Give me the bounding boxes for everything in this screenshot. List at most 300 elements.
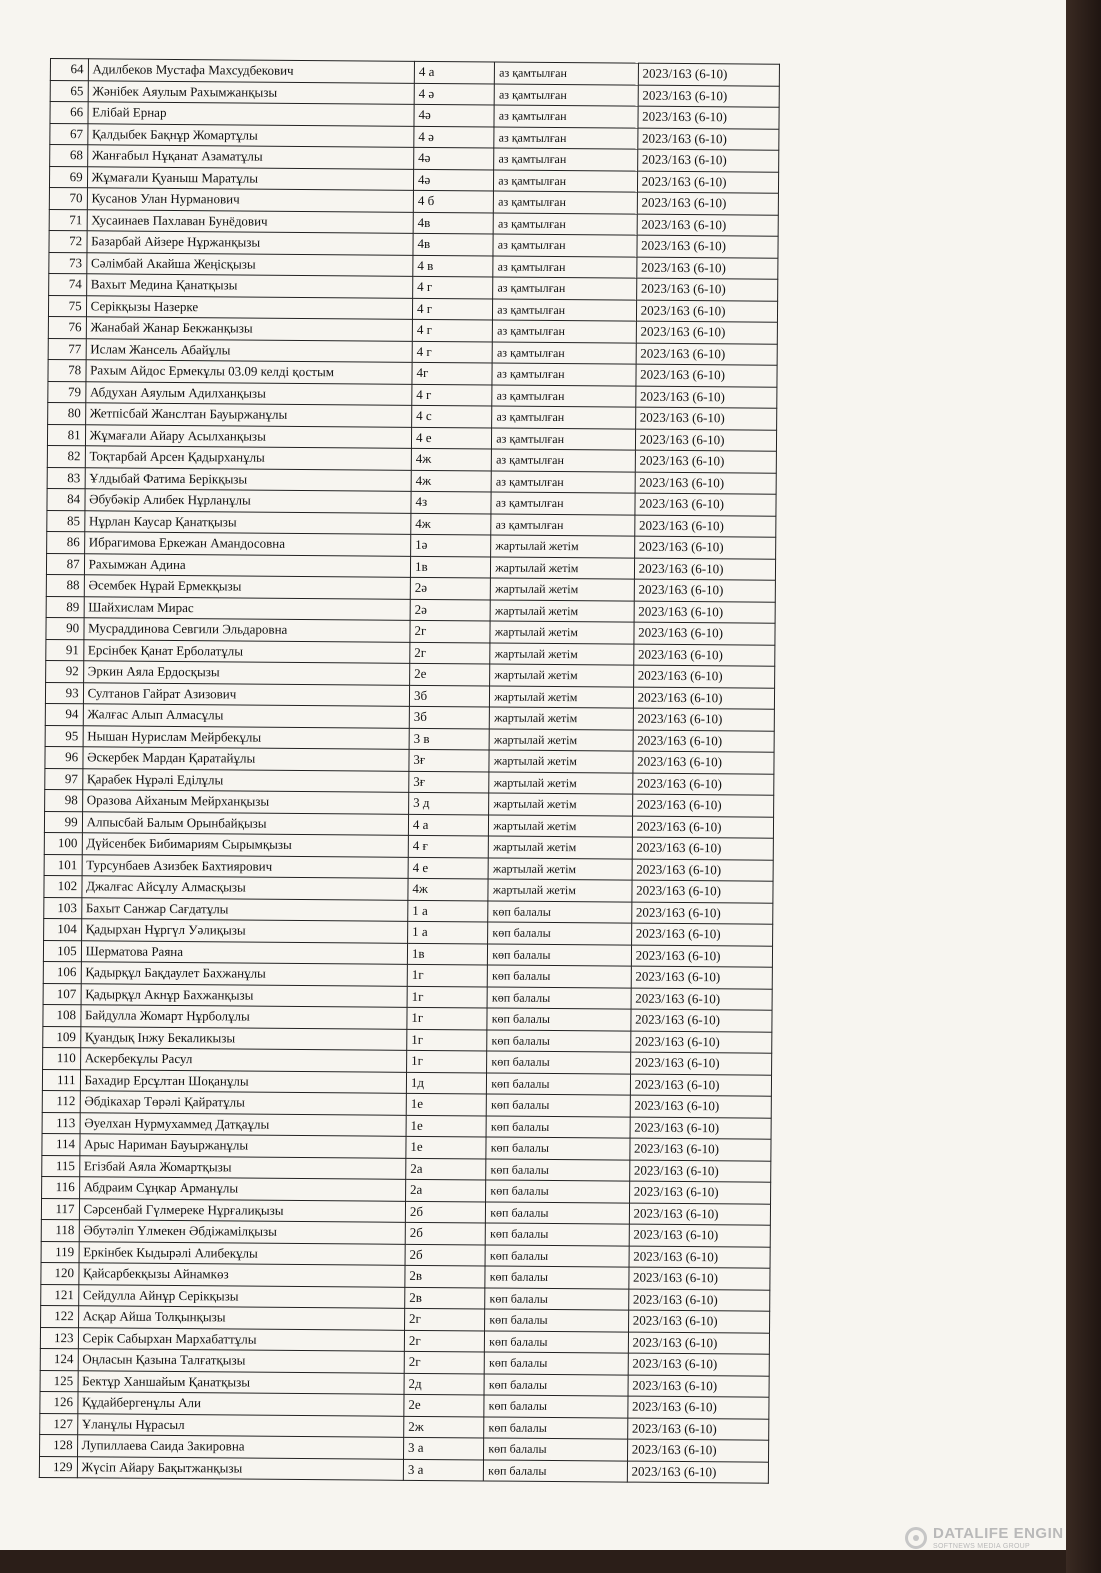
row-number: 80 bbox=[48, 402, 86, 424]
order-ref-cell: 2023/163 (6-10) bbox=[633, 708, 775, 731]
row-number: 78 bbox=[48, 359, 86, 381]
student-name: Джалғас Айсұлу Алмасқызы bbox=[82, 876, 409, 900]
order-ref-cell: 2023/163 (6-10) bbox=[635, 450, 777, 473]
order-ref-cell: 2023/163 (6-10) bbox=[636, 257, 778, 280]
watermark-logo-icon bbox=[905, 1527, 927, 1549]
category-cell: көп балалы bbox=[486, 1115, 630, 1138]
order-ref-cell: 2023/163 (6-10) bbox=[634, 558, 776, 581]
class-cell: 3 в bbox=[409, 728, 489, 750]
order-ref-cell: 2023/163 (6-10) bbox=[637, 171, 779, 194]
row-number: 89 bbox=[46, 596, 84, 618]
category-cell: аз қамтылған bbox=[492, 449, 636, 472]
class-cell: 4ж bbox=[408, 878, 488, 900]
order-ref-cell: 2023/163 (6-10) bbox=[634, 515, 776, 538]
order-ref-cell: 2023/163 (6-10) bbox=[636, 300, 778, 323]
category-cell: жартылай жетім bbox=[490, 621, 634, 644]
student-name: Елібай Ернар bbox=[88, 102, 415, 126]
order-ref-cell: 2023/163 (6-10) bbox=[631, 1009, 773, 1032]
order-ref-cell: 2023/163 (6-10) bbox=[635, 493, 777, 516]
category-cell: көп балалы bbox=[487, 1008, 631, 1031]
watermark bbox=[905, 1526, 1064, 1550]
student-name: Лупиллаева Саида Закировна bbox=[77, 1435, 404, 1459]
category-cell: аз қамтылған bbox=[493, 320, 637, 343]
student-name: Қадырқұл Бақдаулет Бахжанұлы bbox=[81, 962, 408, 986]
row-number: 85 bbox=[47, 510, 85, 532]
class-cell: 3ғ bbox=[409, 771, 489, 793]
student-name: Эркин Аяла Ердосқызы bbox=[83, 661, 410, 685]
student-name: Нұрлан Каусар Қанатқызы bbox=[84, 510, 411, 534]
class-cell: 2а bbox=[406, 1179, 486, 1201]
row-number: 90 bbox=[46, 617, 84, 639]
order-ref-cell: 2023/163 (6-10) bbox=[628, 1375, 770, 1398]
class-cell: 1е bbox=[406, 1093, 486, 1115]
order-ref-cell: 2023/163 (6-10) bbox=[632, 794, 774, 817]
watermark-text bbox=[933, 1526, 1064, 1550]
row-number: 93 bbox=[45, 682, 83, 704]
category-cell: аз қамтылған bbox=[492, 341, 636, 364]
order-ref-cell: 2023/163 (6-10) bbox=[638, 63, 780, 86]
student-name: Серікқызы Назерке bbox=[86, 295, 413, 319]
category-cell: көп балалы bbox=[485, 1309, 629, 1332]
student-name: Әуелхан Нурмухаммед Датқаұлы bbox=[80, 1112, 407, 1136]
class-cell: 3 а bbox=[403, 1459, 483, 1481]
student-name: Бахыт Санжар Сағдатұлы bbox=[81, 897, 408, 921]
row-number: 74 bbox=[49, 273, 87, 295]
category-cell: жартылай жетім bbox=[491, 556, 635, 579]
class-cell: 4 г bbox=[412, 319, 492, 341]
category-cell: көп балалы bbox=[486, 1180, 630, 1203]
student-name: Қалдыбек Бақнұр Жомартұлы bbox=[87, 123, 414, 147]
row-number: 92 bbox=[46, 660, 84, 682]
student-name: Тоқтарбай Арсен Қадырханұлы bbox=[85, 446, 412, 470]
order-ref-cell: 2023/163 (6-10) bbox=[627, 1396, 769, 1419]
category-cell: аз қамтылған bbox=[494, 83, 638, 106]
student-name: Жанабай Жанар Бекжанқызы bbox=[86, 317, 413, 341]
row-number: 96 bbox=[45, 746, 83, 768]
category-cell: жартылай жетім bbox=[489, 836, 633, 859]
order-ref-cell: 2023/163 (6-10) bbox=[628, 1310, 770, 1333]
student-name: Сәлімбай Акайша Жеңісқызы bbox=[86, 252, 413, 276]
class-cell: 1г bbox=[407, 1029, 487, 1051]
category-cell: көп балалы bbox=[484, 1395, 628, 1418]
order-ref-cell: 2023/163 (6-10) bbox=[632, 837, 774, 860]
student-name: Оразова Айханым Мейрханқызы bbox=[82, 790, 409, 814]
row-number: 110 bbox=[43, 1047, 81, 1069]
category-cell: жартылай жетім bbox=[490, 685, 634, 708]
class-cell: 1е bbox=[406, 1115, 486, 1137]
row-number: 114 bbox=[42, 1133, 80, 1155]
order-ref-cell: 2023/163 (6-10) bbox=[630, 1138, 772, 1161]
student-name: Әсембек Нұрай Ермекқызы bbox=[84, 575, 411, 599]
student-name: Асқар Айша Толқынқызы bbox=[78, 1306, 405, 1330]
row-number: 64 bbox=[50, 59, 88, 81]
row-number: 77 bbox=[48, 338, 86, 360]
class-cell: 2а bbox=[406, 1158, 486, 1180]
student-name: Турсунбаев Азизбек Бахтиярович bbox=[82, 854, 409, 878]
order-ref-cell: 2023/163 (6-10) bbox=[627, 1439, 769, 1462]
row-number: 94 bbox=[45, 703, 83, 725]
row-number: 116 bbox=[42, 1176, 80, 1198]
order-ref-cell: 2023/163 (6-10) bbox=[629, 1181, 771, 1204]
row-number: 128 bbox=[40, 1434, 78, 1456]
row-number: 108 bbox=[43, 1004, 81, 1026]
order-ref-cell: 2023/163 (6-10) bbox=[633, 665, 775, 688]
order-ref-cell: 2023/163 (6-10) bbox=[638, 85, 780, 108]
student-name: Сейдулла Айнұр Серікқызы bbox=[78, 1284, 405, 1308]
class-cell: 4 б bbox=[413, 190, 493, 212]
order-ref-cell: 2023/163 (6-10) bbox=[630, 1117, 772, 1140]
category-cell: жартылай жетім bbox=[490, 599, 634, 622]
category-cell: жартылай жетім bbox=[489, 814, 633, 837]
category-cell: аз қамтылған bbox=[492, 384, 636, 407]
order-ref-cell: 2023/163 (6-10) bbox=[633, 687, 775, 710]
watermark-title: DATALIFE ENGIN bbox=[933, 1525, 1064, 1542]
student-name: Байдулла Жомарт Нұрболұлы bbox=[81, 1005, 408, 1029]
row-number: 103 bbox=[44, 897, 82, 919]
student-name: Оңласын Қазына Талғатқызы bbox=[78, 1349, 405, 1373]
order-ref-cell: 2023/163 (6-10) bbox=[628, 1353, 770, 1376]
category-cell: көп балалы bbox=[488, 943, 632, 966]
class-cell: 2г bbox=[404, 1330, 484, 1352]
student-name: Бектұр Ханшайым Қанатқызы bbox=[78, 1370, 405, 1394]
class-cell: 2д bbox=[404, 1373, 484, 1395]
student-name: Жұмағали Қуаныш Маратұлы bbox=[87, 166, 414, 190]
order-ref-cell: 2023/163 (6-10) bbox=[629, 1160, 771, 1183]
class-cell: 1г bbox=[407, 1007, 487, 1029]
student-name: Рахымжан Адина bbox=[84, 553, 411, 577]
order-ref-cell: 2023/163 (6-10) bbox=[632, 880, 774, 903]
class-cell: 4 ғ bbox=[408, 835, 488, 857]
order-ref-cell: 2023/163 (6-10) bbox=[631, 988, 773, 1011]
order-ref-cell: 2023/163 (6-10) bbox=[633, 751, 775, 774]
class-cell: 4 г bbox=[412, 298, 492, 320]
row-number: 84 bbox=[47, 488, 85, 510]
row-number: 101 bbox=[44, 854, 82, 876]
row-number: 124 bbox=[40, 1348, 78, 1370]
order-ref-cell: 2023/163 (6-10) bbox=[638, 106, 780, 129]
student-table bbox=[39, 58, 780, 1484]
row-number: 118 bbox=[41, 1219, 79, 1241]
student-name: Құдайбергенұлы Али bbox=[77, 1392, 404, 1416]
order-ref-cell: 2023/163 (6-10) bbox=[636, 278, 778, 301]
class-cell: 2в bbox=[405, 1265, 485, 1287]
row-number: 71 bbox=[49, 209, 87, 231]
student-name: Ұлдыбай Фатима Берікқызы bbox=[85, 467, 412, 491]
category-cell: аз қамтылған bbox=[494, 105, 638, 128]
class-cell: 2ә bbox=[410, 577, 490, 599]
class-cell: 1 а bbox=[408, 921, 488, 943]
class-cell: 4в bbox=[413, 233, 493, 255]
row-number: 100 bbox=[44, 832, 82, 854]
student-name: Абдухан Аяулым Адилханқызы bbox=[85, 381, 412, 405]
category-cell: аз қамтылған bbox=[493, 212, 637, 235]
class-cell: 2г bbox=[410, 620, 490, 642]
category-cell: көп балалы bbox=[485, 1266, 629, 1289]
student-name: Жәнібек Аяулым Рахымжанқызы bbox=[88, 80, 415, 104]
category-cell: көп балалы bbox=[487, 1029, 631, 1052]
order-ref-cell: 2023/163 (6-10) bbox=[635, 429, 777, 452]
order-ref-cell: 2023/163 (6-10) bbox=[631, 923, 773, 946]
order-ref-cell: 2023/163 (6-10) bbox=[627, 1418, 769, 1441]
category-cell: көп балалы bbox=[485, 1223, 629, 1246]
row-number: 91 bbox=[46, 639, 84, 661]
class-cell: 4 г bbox=[412, 341, 492, 363]
category-cell: аз қамтылған bbox=[491, 470, 635, 493]
class-cell: 2г bbox=[404, 1308, 484, 1330]
student-name: Шайхислам Мирас bbox=[84, 596, 411, 620]
row-number: 105 bbox=[43, 940, 81, 962]
order-ref-cell: 2023/163 (6-10) bbox=[631, 902, 773, 925]
class-cell: 4ә bbox=[414, 147, 494, 169]
row-number: 67 bbox=[50, 123, 88, 145]
category-cell: жартылай жетім bbox=[489, 728, 633, 751]
class-cell: 4 ә bbox=[414, 126, 494, 148]
class-cell: 3 д bbox=[409, 792, 489, 814]
student-name: Қадырхан Нұргүл Уәлиқызы bbox=[81, 919, 408, 943]
student-name: Жетпісбай Жанслтан Бауыржанұлы bbox=[85, 403, 412, 427]
class-cell: 1г bbox=[407, 1050, 487, 1072]
student-name: Дүйсенбек Бибимариям Сырымқызы bbox=[82, 833, 409, 857]
row-number: 81 bbox=[47, 424, 85, 446]
order-ref-cell: 2023/163 (6-10) bbox=[628, 1267, 770, 1290]
row-number: 75 bbox=[48, 295, 86, 317]
category-cell: көп балалы bbox=[486, 1137, 630, 1160]
category-cell: жартылай жетім bbox=[489, 771, 633, 794]
order-ref-cell: 2023/163 (6-10) bbox=[633, 644, 775, 667]
row-number: 65 bbox=[50, 80, 88, 102]
order-ref-cell: 2023/163 (6-10) bbox=[634, 601, 776, 624]
category-cell: аз қамтылған bbox=[493, 255, 637, 278]
order-ref-cell: 2023/163 (6-10) bbox=[630, 1074, 772, 1097]
student-name: Сәрсенбай Гүлмереке Нұрғалиқызы bbox=[79, 1198, 406, 1222]
row-number: 86 bbox=[47, 531, 85, 553]
order-ref-cell: 2023/163 (6-10) bbox=[630, 1095, 772, 1118]
order-ref-cell: 2023/163 (6-10) bbox=[636, 321, 778, 344]
row-number: 70 bbox=[49, 187, 87, 209]
category-cell: жартылай жетім bbox=[490, 664, 634, 687]
class-cell: 4 е bbox=[408, 857, 488, 879]
category-cell: жартылай жетім bbox=[488, 857, 632, 880]
student-name: Ұланұлы Нұрасыл bbox=[77, 1413, 404, 1437]
category-cell: жартылай жетім bbox=[490, 707, 634, 730]
class-cell: 1 а bbox=[408, 900, 488, 922]
order-ref-cell: 2023/163 (6-10) bbox=[630, 1052, 772, 1075]
class-cell: 1в bbox=[410, 556, 490, 578]
student-name: Аскербекұлы Расул bbox=[80, 1048, 407, 1072]
category-cell: көп балалы bbox=[486, 1094, 630, 1117]
class-cell: 4 г bbox=[412, 384, 492, 406]
watermark-subtitle: SOFTNEWS MEDIA GROUP bbox=[933, 1543, 1031, 1550]
category-cell: аз қамтылған bbox=[491, 492, 635, 515]
order-ref-cell: 2023/163 (6-10) bbox=[637, 192, 779, 215]
class-cell: 1г bbox=[407, 986, 487, 1008]
class-cell: 1в bbox=[407, 943, 487, 965]
category-cell: жартылай жетім bbox=[489, 793, 633, 816]
category-cell: көп балалы bbox=[484, 1373, 628, 1396]
row-number: 104 bbox=[44, 918, 82, 940]
row-number: 121 bbox=[41, 1284, 79, 1306]
order-ref-cell: 2023/163 (6-10) bbox=[632, 859, 774, 882]
order-ref-cell: 2023/163 (6-10) bbox=[637, 214, 779, 237]
category-cell: жартылай жетім bbox=[488, 879, 632, 902]
class-cell: 4в bbox=[413, 212, 493, 234]
class-cell: 4ә bbox=[413, 169, 493, 191]
row-number: 117 bbox=[41, 1198, 79, 1220]
student-name: Ибрагимова Еркежан Амандосовна bbox=[84, 532, 411, 556]
order-ref-cell: 2023/163 (6-10) bbox=[634, 622, 776, 645]
student-name: Базарбай Айзере Нұржанқызы bbox=[87, 231, 414, 255]
student-name: Жүсіп Айару Бақытжанқызы bbox=[77, 1456, 404, 1480]
student-name: Ерсінбек Қанат Ерболатұлы bbox=[83, 639, 410, 663]
student-name: Кусанов Улан Нурманович bbox=[87, 188, 414, 212]
class-cell: 4 в bbox=[413, 255, 493, 277]
student-name: Әбутәліп Үлмекен Әбдіжамілқызы bbox=[79, 1220, 406, 1244]
row-number: 87 bbox=[46, 553, 84, 575]
row-number: 102 bbox=[44, 875, 82, 897]
class-cell: 3б bbox=[409, 685, 489, 707]
row-number: 88 bbox=[46, 574, 84, 596]
row-number: 112 bbox=[42, 1090, 80, 1112]
row-number: 72 bbox=[49, 230, 87, 252]
row-number: 95 bbox=[45, 725, 83, 747]
order-ref-cell: 2023/163 (6-10) bbox=[629, 1203, 771, 1226]
class-cell: 4ә bbox=[414, 104, 494, 126]
order-ref-cell: 2023/163 (6-10) bbox=[636, 364, 778, 387]
class-cell: 2б bbox=[405, 1244, 485, 1266]
class-cell: 2в bbox=[405, 1287, 485, 1309]
row-number: 97 bbox=[45, 768, 83, 790]
class-cell: 2е bbox=[410, 663, 490, 685]
row-number: 82 bbox=[47, 445, 85, 467]
class-cell: 4 с bbox=[412, 405, 492, 427]
student-name: Әбубәкір Алибек Нұрланұлы bbox=[85, 489, 412, 513]
row-number: 127 bbox=[40, 1413, 78, 1435]
class-cell: 2ә bbox=[410, 599, 490, 621]
student-name: Әбдікахар Төрәлі Қайратұлы bbox=[80, 1091, 407, 1115]
class-cell: 4 а bbox=[408, 814, 488, 836]
class-cell: 2б bbox=[405, 1222, 485, 1244]
row-number: 83 bbox=[47, 467, 85, 489]
student-table-body bbox=[39, 59, 779, 1484]
student-name: Жұмағали Айару Асылханқызы bbox=[85, 424, 412, 448]
row-number: 107 bbox=[43, 983, 81, 1005]
order-ref-cell: 2023/163 (6-10) bbox=[631, 945, 773, 968]
row-number: 126 bbox=[40, 1391, 78, 1413]
class-cell: 3ғ bbox=[409, 749, 489, 771]
row-number: 123 bbox=[40, 1327, 78, 1349]
class-cell: 4г bbox=[412, 362, 492, 384]
class-cell: 4з bbox=[411, 491, 491, 513]
class-cell: 2е bbox=[404, 1394, 484, 1416]
row-number: 120 bbox=[41, 1262, 79, 1284]
category-cell: көп балалы bbox=[488, 965, 632, 988]
order-ref-cell: 2023/163 (6-10) bbox=[635, 407, 777, 430]
row-number: 68 bbox=[50, 145, 88, 167]
category-cell: көп балалы bbox=[486, 1158, 630, 1181]
order-ref-cell: 2023/163 (6-10) bbox=[632, 773, 774, 796]
class-cell: 4 а bbox=[414, 61, 494, 83]
row-number: 76 bbox=[48, 316, 86, 338]
category-cell: көп балалы bbox=[484, 1352, 628, 1375]
class-cell: 1г bbox=[407, 964, 487, 986]
class-cell: 3 а bbox=[403, 1437, 483, 1459]
row-number: 73 bbox=[49, 252, 87, 274]
student-name: Нышан Нурислам Мейрбекұлы bbox=[83, 725, 410, 749]
category-cell: аз қамтылған bbox=[494, 191, 638, 214]
student-name: Қайсарбекқызы Айнамкөз bbox=[78, 1263, 405, 1287]
row-number: 66 bbox=[50, 102, 88, 124]
class-cell: 1ә bbox=[411, 534, 491, 556]
order-ref-cell: 2023/163 (6-10) bbox=[632, 816, 774, 839]
background-edge bbox=[1066, 0, 1101, 1573]
student-name: Адилбеков Мустафа Махсудбекович bbox=[88, 59, 415, 83]
student-name: Жалғас Алып Алмасұлы bbox=[83, 704, 410, 728]
row-number: 69 bbox=[49, 166, 87, 188]
class-cell: 4ж bbox=[411, 470, 491, 492]
order-ref-cell: 2023/163 (6-10) bbox=[629, 1246, 771, 1269]
category-cell: аз қамтылған bbox=[492, 427, 636, 450]
row-number: 129 bbox=[39, 1456, 77, 1478]
row-number: 106 bbox=[43, 961, 81, 983]
student-name: Вахыт Медина Қанатқызы bbox=[86, 274, 413, 298]
category-cell: көп балалы bbox=[488, 922, 632, 945]
class-cell: 4 е bbox=[411, 427, 491, 449]
category-cell: аз қамтылған bbox=[492, 406, 636, 429]
order-ref-cell: 2023/163 (6-10) bbox=[635, 386, 777, 409]
category-cell: аз қамтылған bbox=[492, 363, 636, 386]
order-ref-cell: 2023/163 (6-10) bbox=[637, 149, 779, 172]
category-cell: көп балалы bbox=[486, 1201, 630, 1224]
row-number: 125 bbox=[40, 1370, 78, 1392]
class-cell: 1е bbox=[406, 1136, 486, 1158]
category-cell: көп балалы bbox=[488, 900, 632, 923]
order-ref-cell: 2023/163 (6-10) bbox=[634, 536, 776, 559]
student-name: Серік Сабырхан Мархабаттұлы bbox=[78, 1327, 405, 1351]
order-ref-cell: 2023/163 (6-10) bbox=[627, 1461, 769, 1484]
student-name: Шерматова Раяна bbox=[81, 940, 408, 964]
order-ref-cell: 2023/163 (6-10) bbox=[628, 1289, 770, 1312]
order-ref-cell: 2023/163 (6-10) bbox=[630, 1031, 772, 1054]
category-cell: көп балалы bbox=[487, 1051, 631, 1074]
category-cell: аз қамтылған bbox=[493, 277, 637, 300]
category-cell: көп балалы bbox=[485, 1330, 629, 1353]
category-cell: аз қамтылған bbox=[495, 62, 639, 85]
category-cell: жартылай жетім bbox=[491, 578, 635, 601]
row-number: 99 bbox=[44, 811, 82, 833]
student-name: Мусраддинова Севгили Эльдаровна bbox=[84, 618, 411, 642]
class-cell: 4 г bbox=[413, 276, 493, 298]
order-ref-cell: 2023/163 (6-10) bbox=[628, 1332, 770, 1355]
category-cell: аз қамтылған bbox=[494, 126, 638, 149]
order-ref-cell: 2023/163 (6-10) bbox=[635, 472, 777, 495]
row-number: 79 bbox=[48, 381, 86, 403]
class-cell: 2ж bbox=[404, 1416, 484, 1438]
class-cell: 4 ә bbox=[414, 83, 494, 105]
category-cell: жартылай жетім bbox=[489, 750, 633, 773]
student-name: Қарабек Нұрәлі Еділұлы bbox=[82, 768, 409, 792]
row-number: 119 bbox=[41, 1241, 79, 1263]
category-cell: көп балалы bbox=[484, 1416, 628, 1439]
category-cell: аз қамтылған bbox=[493, 234, 637, 257]
class-cell: 1д bbox=[406, 1072, 486, 1094]
order-ref-cell: 2023/163 (6-10) bbox=[629, 1224, 771, 1247]
class-cell: 2б bbox=[405, 1201, 485, 1223]
student-name: Хусаинаев Пахлаван Бунёдович bbox=[87, 209, 414, 233]
row-number: 115 bbox=[42, 1155, 80, 1177]
category-cell: көп балалы bbox=[484, 1438, 628, 1461]
category-cell: көп балалы bbox=[487, 986, 631, 1009]
order-ref-cell: 2023/163 (6-10) bbox=[637, 235, 779, 258]
